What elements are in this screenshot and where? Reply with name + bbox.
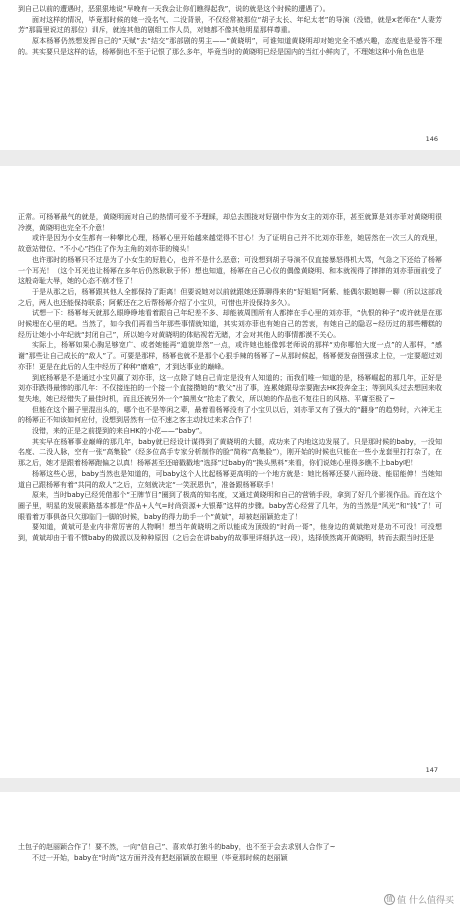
document-page-middle [0,166,460,778]
paragraph: 面对这样的情况，毕竟那时候的她一没名气、二没背景，不仅经常被那位“胡子太长、年纪太老”的导演（没错，就是x老师在“人妻芳芳”那篇里说过的那位）训斥，就连其他的剧组工作人员，对她都不像其他明星那样尊重。 [18,15,442,35]
paragraph: 于是从那之后，杨幂跟其他人全都保持了距离！但要说她对以前就跟她还算聊得来的“好姐姐”阿紫、能偶尔跟她聊一聊（所以这部戏之后，两人也还能保持联系；阿紫还在之后帮杨幂介绍了小宝贝，可惜也并没保持多久）。 [18,287,442,307]
paragraph: 到自己以前的遭遇时，恶狠狠地说“早晚有一天我会让你们瞧得起我”，说的就是这个时候的遭遇了）。 [18,5,330,13]
paragraph: 其实早在杨幂事业巅峰的那几年，baby就已经设计谋得到了黄晓明的大腿，成功来了内地这边发展了。只是那时候的baby，一没知名度、二没人脉，空有一张“高集脸”（经多位高手专家分析制作的脸“简称“高集脸”），刚开始的时候也只能在一些小龙套里打打杂了，在那之后，她才是跟着杨幂跑偏之以真！杨幂甚至还暗戳戳地“选择”过baby的“换头黑料”来看，你们说她心里得多瞧不上baby吧！ [18,437,442,468]
paragraph: 没错，来的正是之前提到的来自HK的小花——“baby”。 [32,427,207,436]
watermark-text: 值 什么值得买 [397,896,454,906]
paragraph: 土包子的赵丽颖合作了！要不然，一向“信自己”、喜欢单打独斗的baby，也不至于会去求别人合作了~ [18,843,336,851]
paragraph: 或许是因为小女生都有一种攀比心理，杨幂心里开始越来越觉得不甘心！为了证明自己并不比刘亦菲差，她居然在一次三人的戏里，故意站错位、“不小心”挡住了作为主角的刘亦菲的镜头！ [18,234,442,254]
watermark-logo-icon: 值 [386,895,394,903]
paragraph: 试想一下：杨幂每天就那么眼睁睁地看着跟自己年纪差不多、却能被周围所有人都捧在手心里的刘亦菲，“仇恨的种子”或许就是在那时候埋在心里的吧。当然了，如今我们再看当年那些事情就知道，其实刘亦菲也有她自己的苦衷，有她自己的隐忍~经历过的那些糟糕的经历让她小小年纪就“封闭自己”，所以她今对黄晓明的体贴视若无睹，才会对其他人的事情都漠不关心。 [18,309,442,339]
paragraph: 不过一开始，baby在“时尚”这方面并没有把赵丽颖放在眼里（毕竟那时候的赵丽颖 [32,853,288,862]
document-page-top [0,0,460,150]
paragraph: 杨幂这些心思，baby当然也是知道的，可baby这个人比起杨幂更高明的一个地方就是：她比杨幂还要八面玲珑、能屈能伸！当她知道自己跟杨幂有着“共同的敌人”之后，立刻就决定“一笑泯恩仇”，准备跟杨幂联手！ [18,469,442,489]
paragraph: 到底杨幂是不是通过小宝贝赢了刘亦菲，这一点除了她自己肯定是没有人知道的；而我们唯一知道的是，杨幂崛起的那几年，正好是刘亦菲跌得最惨的那几年：不仅接连拍的一个接一个直接攒她的“教父”出了事，连累她跟母亲要跑去HK投奔金主；等到风头过去想回来收复失地，她已经错失了最佳时机，而且还被另外一个“搞黑女”抢走了教父，所以她的作品也不复往日的风格、平庸至极了~ [18,373,442,403]
paragraph: 也许那时的杨幂只不过是为了小女生的好胜心，也并不是什么恶意；可没想到胡子导演不仅直接暴怒得机大骂，气急之下还给了杨幂一个耳光！（这个耳光也让杨幂在多年后仍然耿耿于怀）想也知道，杨幂在自己心仪的偶像黄晓明、和本就视得了摔摔的刘亦菲面前受了这般奇耻大辱，她的心态不崩才怪了！ [18,255,442,286]
page-body [18,212,442,544]
page-body [18,842,442,863]
page-body [18,4,442,58]
watermark [384,893,454,906]
paragraph: 实际上，杨幂如果心胸足够宽广、或者她能再“道貌岸然”一点，或许她也能像郭老师说的那样“劝你哪怕大度一点”的人那样，“感谢”那些让自己成长的“敌人”了。可要是那样，杨幂也就不是那个心狠手辣的杨幂了~从那时候起，杨幂便发奋图强求上位，一定要超过刘亦菲！更是在此后的人生中经历了种种“磨难”，才到达事业的巅峰。 [18,341,442,371]
document-page-bottom [0,792,460,910]
paragraph: 但能在这个圈子里混出头的，哪个也不是等闲之辈，最着看杨幂没有了小宝贝以后，刘亦菲又有了强大的“翻身”的趋势时，六神无主的杨幂正不知该如何应付，没想到居然有一位不速之客主动找过来求合作了！ [18,405,442,425]
paragraph: 原本杨幂仍然想发挥自己的“天赋”去“结交”那部剧的男主——“黄晓明”，可谁知道黄晓明却对她完全不感兴趣，态度也是爱答不理的。其实要只是这样的话，杨幂倒也不至于记恨了那么多年，毕竟当时的黄晓明已经是国内的当红小鲜肉了，不理她这种小角色也是 [18,37,442,56]
paragraph: 原来，当时baby已经凭借那个“王牌节目”圈到了极高的知名度，又通过黄晓明和自己的营销手段，拿到了好几个影视作品。而在这个圈子里，明星的发展素路基本都是“作品+人气=时尚资源+大银幕”这样的步骤。baby苦心经营了几年，为的当然是“风光”和“钱”了！可眼看着万事俱备只欠那临门一脚的时候，baby的得力助手一个“黄斌”，却被赵丽颖抢走了！ [18,491,442,521]
page-number: 147 [425,766,438,774]
page-number: 146 [425,135,438,143]
paragraph: 正常。可杨幂最气的就是，黄晓明面对自己的热情可爱不予理睬，却总去围拢对好剧中作为女主的刘亦菲，甚至就算是刘亦菲对黄晓明很冷漠，黄晓明也完全不介意！ [18,213,442,232]
paragraph: 要知道，黄斌可是业内非常厉害的人物啊！想当年黄晓明之所以能成为顶级的“时尚一哥”，他身边的黄斌绝对是功不可没！可没想到，黄斌却由于看不惯baby的做派以及种种原因（之后会在讲baby的故事里详细扒这一段），选择愤然离开黄晓明，转而去跟当时还是 [18,523,442,543]
